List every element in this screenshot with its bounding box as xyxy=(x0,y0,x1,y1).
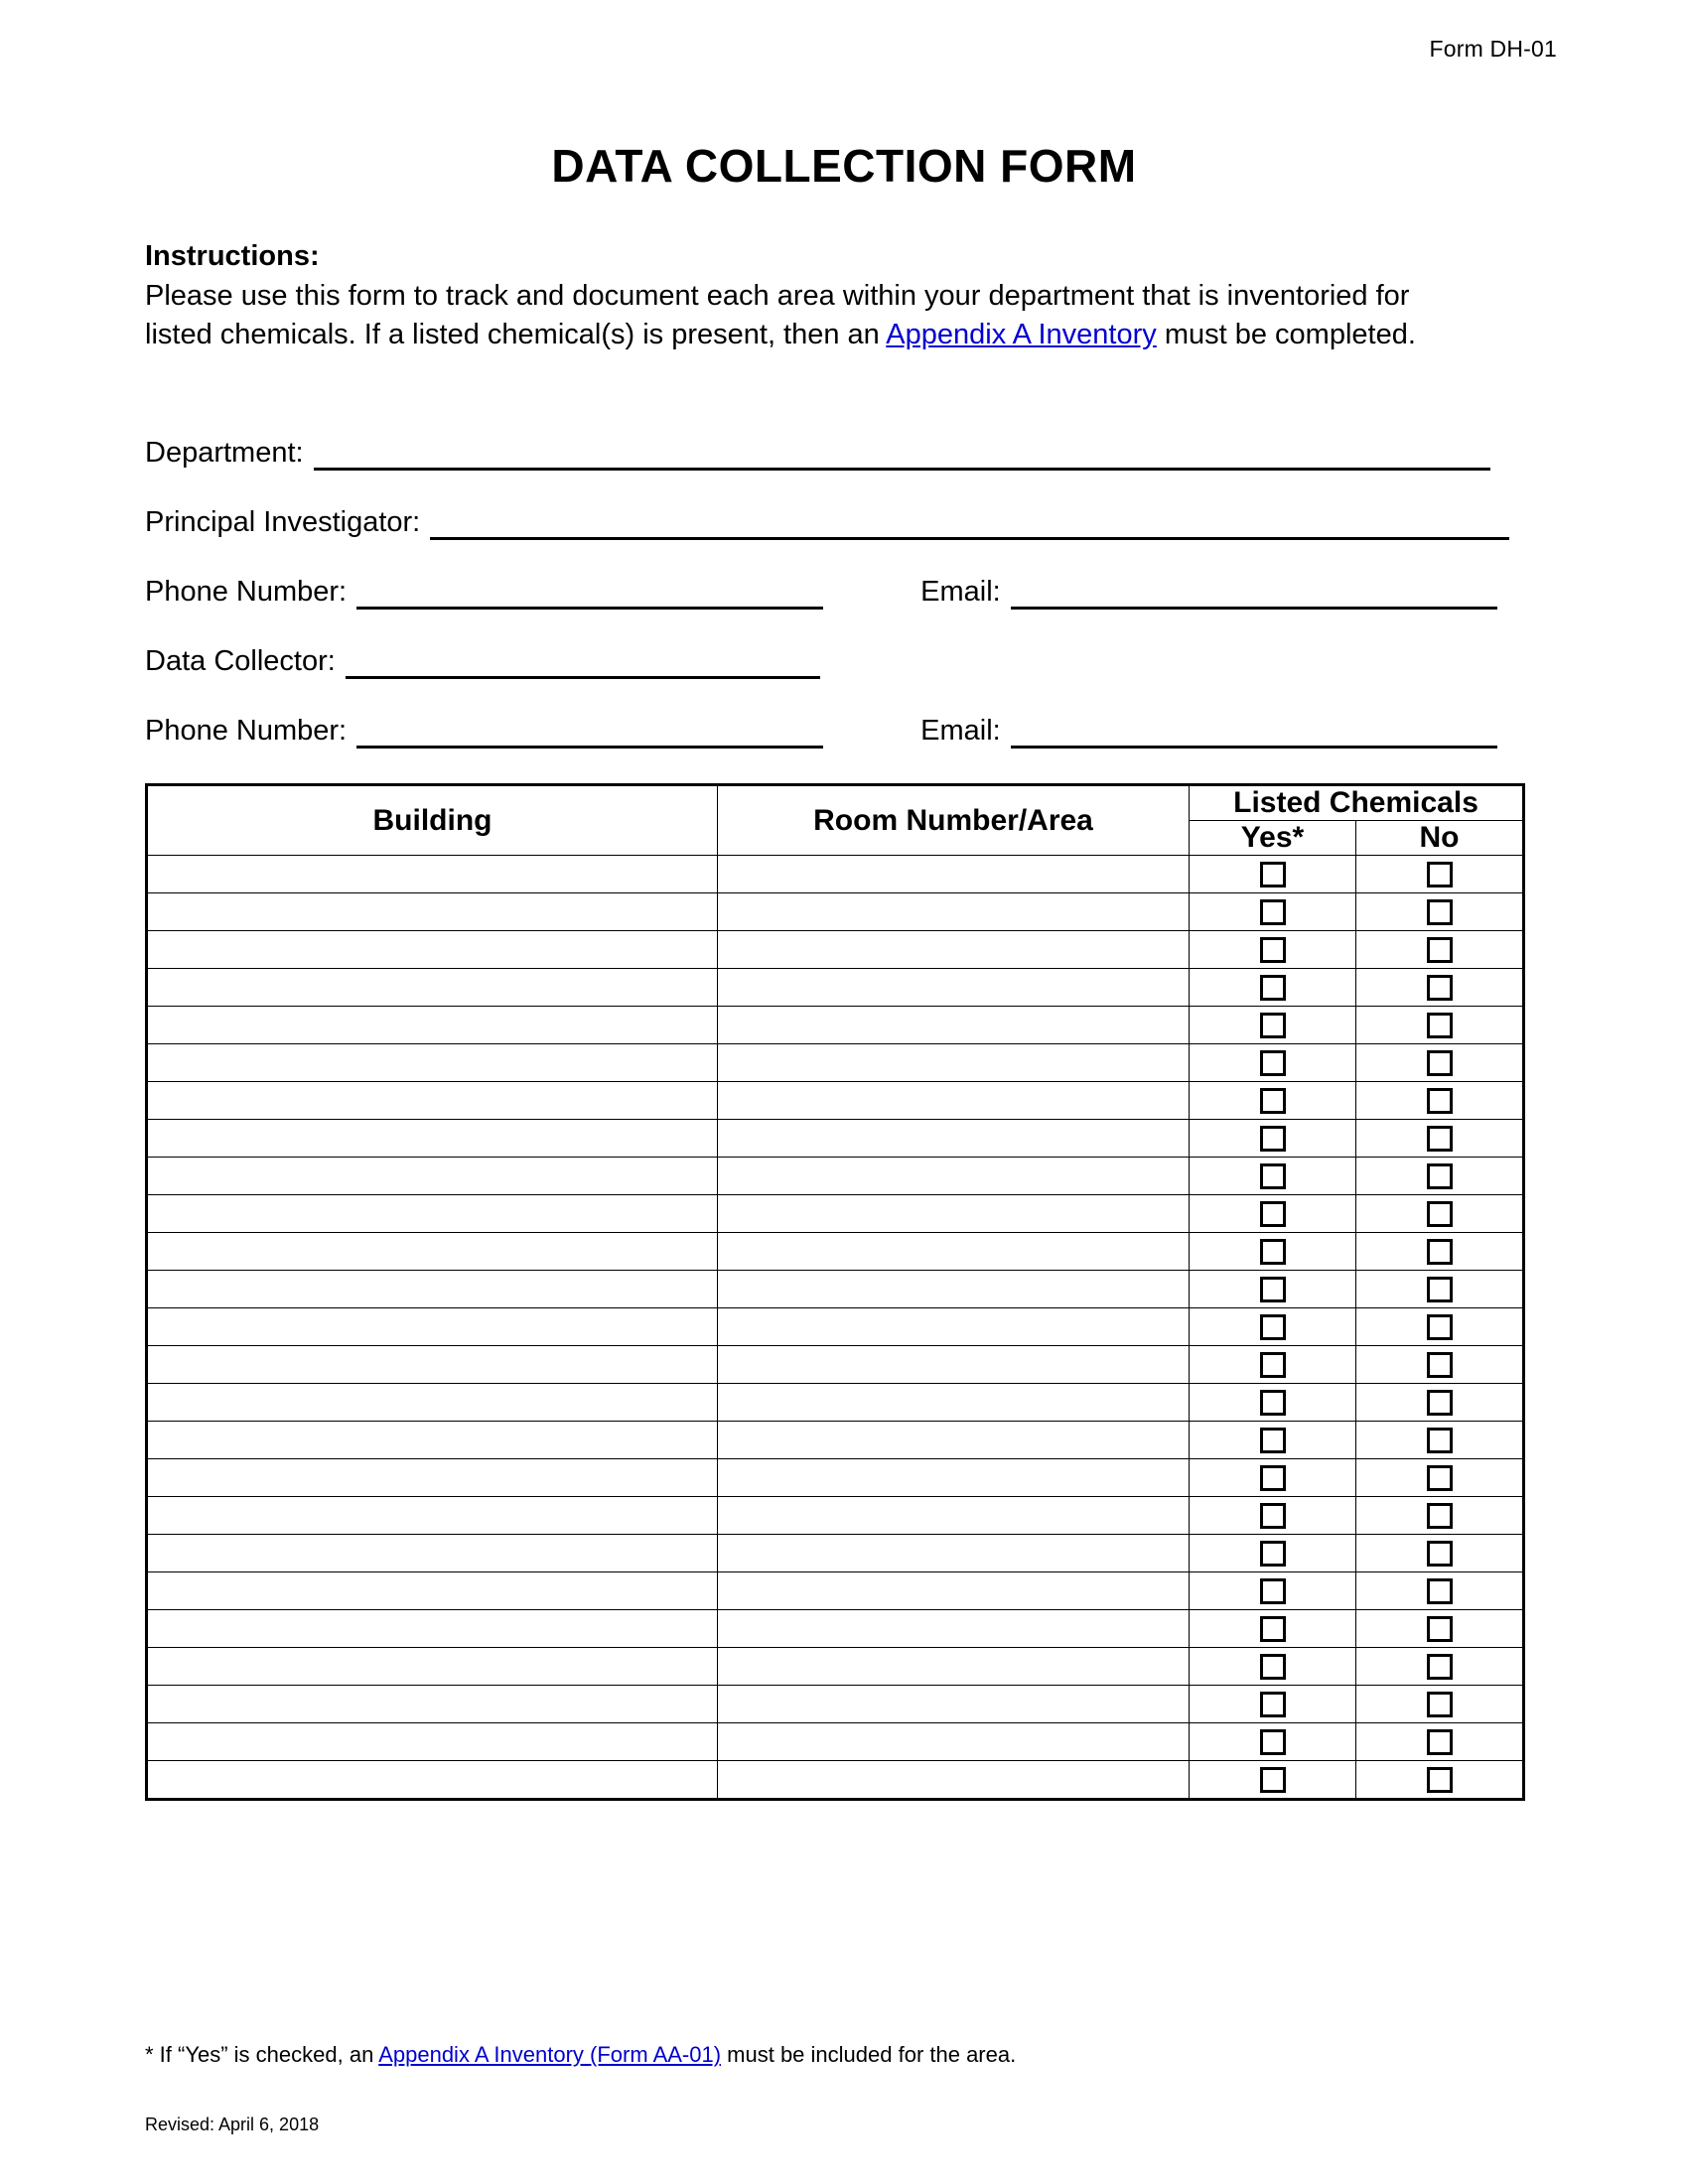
table-row xyxy=(147,931,1524,969)
cell-building[interactable] xyxy=(147,1535,718,1572)
instructions-text-part2: must be completed. xyxy=(1156,318,1416,350)
table-row xyxy=(147,1308,1524,1346)
column-header-room: Room Number/Area xyxy=(718,785,1190,856)
cell-room[interactable] xyxy=(718,1120,1190,1158)
pi-contact-row xyxy=(145,540,1495,610)
cell-room[interactable] xyxy=(718,1384,1190,1422)
table-body xyxy=(147,856,1524,1800)
table-header xyxy=(147,785,1524,856)
checkbox-no[interactable] xyxy=(1427,1503,1453,1529)
checkbox-yes[interactable] xyxy=(1260,1088,1286,1114)
form-fields xyxy=(145,401,1495,749)
cell-building[interactable] xyxy=(147,1572,718,1610)
cell-no xyxy=(1356,1195,1524,1233)
cell-building[interactable] xyxy=(147,1422,718,1459)
data-collector-label: Data Collector: xyxy=(145,645,336,677)
cell-no xyxy=(1356,1497,1524,1535)
cell-building[interactable] xyxy=(147,1761,718,1800)
cell-building[interactable] xyxy=(147,1233,718,1271)
table-row xyxy=(147,856,1524,893)
cell-building[interactable] xyxy=(147,1044,718,1082)
revision-date: Revised: April 6, 2018 xyxy=(145,2115,320,2134)
cell-room[interactable] xyxy=(718,1195,1190,1233)
cell-building[interactable] xyxy=(147,1195,718,1233)
cell-room[interactable] xyxy=(718,1459,1190,1497)
checkbox-yes[interactable] xyxy=(1260,1239,1286,1265)
cell-no xyxy=(1356,1572,1524,1610)
checkbox-no[interactable] xyxy=(1427,1277,1453,1302)
cell-yes xyxy=(1190,893,1356,931)
cell-building[interactable] xyxy=(147,969,718,1007)
cell-room[interactable] xyxy=(718,893,1190,931)
cell-room[interactable] xyxy=(718,1610,1190,1648)
cell-yes xyxy=(1190,1723,1356,1761)
checkbox-no[interactable] xyxy=(1427,1239,1453,1265)
checkbox-yes[interactable] xyxy=(1260,975,1286,1001)
table-row xyxy=(147,1082,1524,1120)
footnote-part2: must be included for the area. xyxy=(721,2042,1017,2067)
column-header-building: Building xyxy=(147,785,718,856)
cell-building[interactable] xyxy=(147,1120,718,1158)
cell-building[interactable] xyxy=(147,1648,718,1686)
table-row xyxy=(147,1271,1524,1308)
cell-no xyxy=(1356,1422,1524,1459)
cell-room[interactable] xyxy=(718,1007,1190,1044)
checkbox-yes[interactable] xyxy=(1260,1616,1286,1642)
collector-phone-label: Phone Number: xyxy=(145,715,348,747)
table-row xyxy=(147,1648,1524,1686)
cell-building[interactable] xyxy=(147,1497,718,1535)
collector-email-input[interactable] xyxy=(1011,720,1497,749)
collector-phone-field xyxy=(145,717,823,749)
cell-yes xyxy=(1190,1422,1356,1459)
principal-investigator-label: Principal Investigator: xyxy=(145,506,421,538)
principal-investigator-row xyxy=(145,471,1495,540)
cell-building[interactable] xyxy=(147,893,718,931)
checkbox-no[interactable] xyxy=(1427,1692,1453,1717)
cell-yes xyxy=(1190,1007,1356,1044)
checkbox-no[interactable] xyxy=(1427,1541,1453,1567)
checkbox-yes[interactable] xyxy=(1260,1163,1286,1189)
checkbox-no[interactable] xyxy=(1427,1428,1453,1453)
table-row xyxy=(147,1422,1524,1459)
cell-yes xyxy=(1190,856,1356,893)
checkbox-yes[interactable] xyxy=(1260,1314,1286,1340)
table-row xyxy=(147,1158,1524,1195)
collector-contact-row xyxy=(145,679,1495,749)
checkbox-no[interactable] xyxy=(1427,1654,1453,1680)
cell-no xyxy=(1356,1308,1524,1346)
table-header-row-1 xyxy=(147,785,1524,821)
pi-phone-input[interactable] xyxy=(356,581,823,610)
checkbox-yes[interactable] xyxy=(1260,1503,1286,1529)
checkbox-no[interactable] xyxy=(1427,1050,1453,1076)
cell-no xyxy=(1356,1120,1524,1158)
listed-chemicals-table xyxy=(145,783,1525,1801)
checkbox-no[interactable] xyxy=(1427,1201,1453,1227)
checkbox-no[interactable] xyxy=(1427,1465,1453,1491)
footnote xyxy=(145,2041,1016,2070)
table-row xyxy=(147,1535,1524,1572)
checkbox-yes[interactable] xyxy=(1260,862,1286,887)
collector-phone-input[interactable] xyxy=(356,720,823,749)
pi-email-field xyxy=(920,578,1497,610)
cell-room[interactable] xyxy=(718,1158,1190,1195)
cell-building[interactable] xyxy=(147,1007,718,1044)
cell-room[interactable] xyxy=(718,1648,1190,1686)
table-row xyxy=(147,1120,1524,1158)
checkbox-no[interactable] xyxy=(1427,1729,1453,1755)
table-row xyxy=(147,1572,1524,1610)
cell-room[interactable] xyxy=(718,1572,1190,1610)
cell-room[interactable] xyxy=(718,1233,1190,1271)
cell-no xyxy=(1356,1535,1524,1572)
cell-no xyxy=(1356,1723,1524,1761)
table-row xyxy=(147,1686,1524,1723)
checkbox-yes[interactable] xyxy=(1260,1428,1286,1453)
cell-building[interactable] xyxy=(147,1271,718,1308)
checkbox-yes[interactable] xyxy=(1260,1578,1286,1604)
department-label: Department: xyxy=(145,437,304,469)
cell-room[interactable] xyxy=(718,1686,1190,1723)
checkbox-yes[interactable] xyxy=(1260,1201,1286,1227)
cell-yes xyxy=(1190,1158,1356,1195)
checkbox-yes[interactable] xyxy=(1260,1126,1286,1152)
cell-room[interactable] xyxy=(718,1723,1190,1761)
checkbox-yes[interactable] xyxy=(1260,937,1286,963)
cell-room[interactable] xyxy=(718,1082,1190,1120)
cell-no xyxy=(1356,969,1524,1007)
table-row xyxy=(147,1195,1524,1233)
cell-no xyxy=(1356,1271,1524,1308)
cell-yes xyxy=(1190,1761,1356,1800)
cell-yes xyxy=(1190,1082,1356,1120)
cell-yes xyxy=(1190,1346,1356,1384)
cell-yes xyxy=(1190,1308,1356,1346)
column-header-no: No xyxy=(1356,821,1524,856)
checkbox-no[interactable] xyxy=(1427,1616,1453,1642)
checkbox-yes[interactable] xyxy=(1260,1352,1286,1378)
cell-room[interactable] xyxy=(718,1422,1190,1459)
checkbox-yes[interactable] xyxy=(1260,1465,1286,1491)
cell-no xyxy=(1356,1610,1524,1648)
cell-yes xyxy=(1190,1686,1356,1723)
cell-no xyxy=(1356,1044,1524,1082)
department-field xyxy=(145,439,1490,471)
checkbox-yes[interactable] xyxy=(1260,1541,1286,1567)
checkbox-no[interactable] xyxy=(1427,1163,1453,1189)
column-header-listed-chemicals: Listed Chemicals xyxy=(1190,785,1524,821)
collector-email-field xyxy=(920,717,1497,749)
pi-phone-field xyxy=(145,578,823,610)
cell-no xyxy=(1356,1459,1524,1497)
cell-room[interactable] xyxy=(718,1761,1190,1800)
table-row xyxy=(147,1233,1524,1271)
department-input[interactable] xyxy=(314,442,1490,471)
checkbox-yes[interactable] xyxy=(1260,1767,1286,1793)
checkbox-no[interactable] xyxy=(1427,975,1453,1001)
instructions-text xyxy=(145,277,1466,353)
cell-building[interactable] xyxy=(147,1346,718,1384)
cell-room[interactable] xyxy=(718,1535,1190,1572)
cell-yes xyxy=(1190,1384,1356,1422)
checkbox-no[interactable] xyxy=(1427,1352,1453,1378)
page-title: DATA COLLECTION FORM xyxy=(551,140,1137,192)
cell-no xyxy=(1356,931,1524,969)
cell-yes xyxy=(1190,1459,1356,1497)
cell-yes xyxy=(1190,1610,1356,1648)
collector-email-label: Email: xyxy=(920,715,1001,747)
column-header-yes: Yes* xyxy=(1190,821,1356,856)
checkbox-no[interactable] xyxy=(1427,1767,1453,1793)
cell-room[interactable] xyxy=(718,969,1190,1007)
instructions-block xyxy=(145,238,1495,353)
pi-email-label: Email: xyxy=(920,576,1001,608)
cell-yes xyxy=(1190,1497,1356,1535)
cell-building[interactable] xyxy=(147,1610,718,1648)
footnote-part1: * If “Yes” is checked, an xyxy=(145,2042,379,2067)
checkbox-no[interactable] xyxy=(1427,1390,1453,1416)
data-collector-input[interactable] xyxy=(346,650,820,679)
table-row xyxy=(147,893,1524,931)
table-row xyxy=(147,1044,1524,1082)
table-row xyxy=(147,969,1524,1007)
table-row xyxy=(147,1384,1524,1422)
cell-building[interactable] xyxy=(147,1082,718,1120)
appendix-a-inventory-form-link[interactable]: Appendix A Inventory (Form AA-01) xyxy=(378,2042,722,2067)
cell-room[interactable] xyxy=(718,1346,1190,1384)
checkbox-no[interactable] xyxy=(1427,899,1453,925)
data-collector-row xyxy=(145,610,1495,679)
checkbox-yes[interactable] xyxy=(1260,1692,1286,1717)
data-collector-field xyxy=(145,647,820,679)
cell-no xyxy=(1356,1648,1524,1686)
checkbox-no[interactable] xyxy=(1427,1314,1453,1340)
instructions-heading: Instructions: xyxy=(145,240,320,272)
cell-building[interactable] xyxy=(147,1384,718,1422)
checkbox-no[interactable] xyxy=(1427,1088,1453,1114)
appendix-a-inventory-link[interactable]: Appendix A Inventory xyxy=(886,318,1157,350)
table-row xyxy=(147,1346,1524,1384)
cell-no xyxy=(1356,1761,1524,1800)
checkbox-no[interactable] xyxy=(1427,1578,1453,1604)
cell-no xyxy=(1356,1082,1524,1120)
cell-yes xyxy=(1190,931,1356,969)
checkbox-yes[interactable] xyxy=(1260,1277,1286,1302)
cell-yes xyxy=(1190,1120,1356,1158)
cell-yes xyxy=(1190,1572,1356,1610)
principal-investigator-input[interactable] xyxy=(430,511,1509,540)
table-row xyxy=(147,1497,1524,1535)
cell-no xyxy=(1356,1233,1524,1271)
cell-yes xyxy=(1190,1271,1356,1308)
checkbox-yes[interactable] xyxy=(1260,1654,1286,1680)
cell-room[interactable] xyxy=(718,856,1190,893)
cell-yes xyxy=(1190,1233,1356,1271)
table-row xyxy=(147,1007,1524,1044)
cell-room[interactable] xyxy=(718,1308,1190,1346)
cell-no xyxy=(1356,893,1524,931)
table-row xyxy=(147,1761,1524,1800)
cell-yes xyxy=(1190,1195,1356,1233)
cell-room[interactable] xyxy=(718,931,1190,969)
checkbox-no[interactable] xyxy=(1427,1013,1453,1038)
table-row xyxy=(147,1459,1524,1497)
checkbox-no[interactable] xyxy=(1427,862,1453,887)
checkbox-yes[interactable] xyxy=(1260,1050,1286,1076)
table-row xyxy=(147,1723,1524,1761)
form-number: Form DH-01 xyxy=(1429,36,1557,62)
cell-building[interactable] xyxy=(147,1308,718,1346)
checkbox-yes[interactable] xyxy=(1260,1013,1286,1038)
cell-room[interactable] xyxy=(718,1271,1190,1308)
instructions-text-part1: Please use this form to track and document each area within your department that is inventoried for listed chemicals. If a listed chemical(s) is present, then an xyxy=(145,280,1410,350)
checkbox-yes[interactable] xyxy=(1260,1729,1286,1755)
checkbox-yes[interactable] xyxy=(1260,899,1286,925)
cell-yes xyxy=(1190,1535,1356,1572)
cell-room[interactable] xyxy=(718,1497,1190,1535)
checkbox-yes[interactable] xyxy=(1260,1390,1286,1416)
cell-building[interactable] xyxy=(147,1723,718,1761)
cell-no xyxy=(1356,1007,1524,1044)
pi-email-input[interactable] xyxy=(1011,581,1497,610)
principal-investigator-field xyxy=(145,508,1509,540)
cell-no xyxy=(1356,856,1524,893)
pi-phone-label: Phone Number: xyxy=(145,576,348,608)
cell-building[interactable] xyxy=(147,1459,718,1497)
cell-yes xyxy=(1190,1648,1356,1686)
cell-yes xyxy=(1190,969,1356,1007)
table-row xyxy=(147,1610,1524,1648)
cell-building[interactable] xyxy=(147,1686,718,1723)
cell-no xyxy=(1356,1346,1524,1384)
cell-building[interactable] xyxy=(147,856,718,893)
cell-no xyxy=(1356,1384,1524,1422)
cell-yes xyxy=(1190,1044,1356,1082)
cell-no xyxy=(1356,1686,1524,1723)
department-row xyxy=(145,401,1495,471)
cell-no xyxy=(1356,1158,1524,1195)
cell-building[interactable] xyxy=(147,1158,718,1195)
checkbox-no[interactable] xyxy=(1427,937,1453,963)
cell-building[interactable] xyxy=(147,931,718,969)
cell-room[interactable] xyxy=(718,1044,1190,1082)
checkbox-no[interactable] xyxy=(1427,1126,1453,1152)
